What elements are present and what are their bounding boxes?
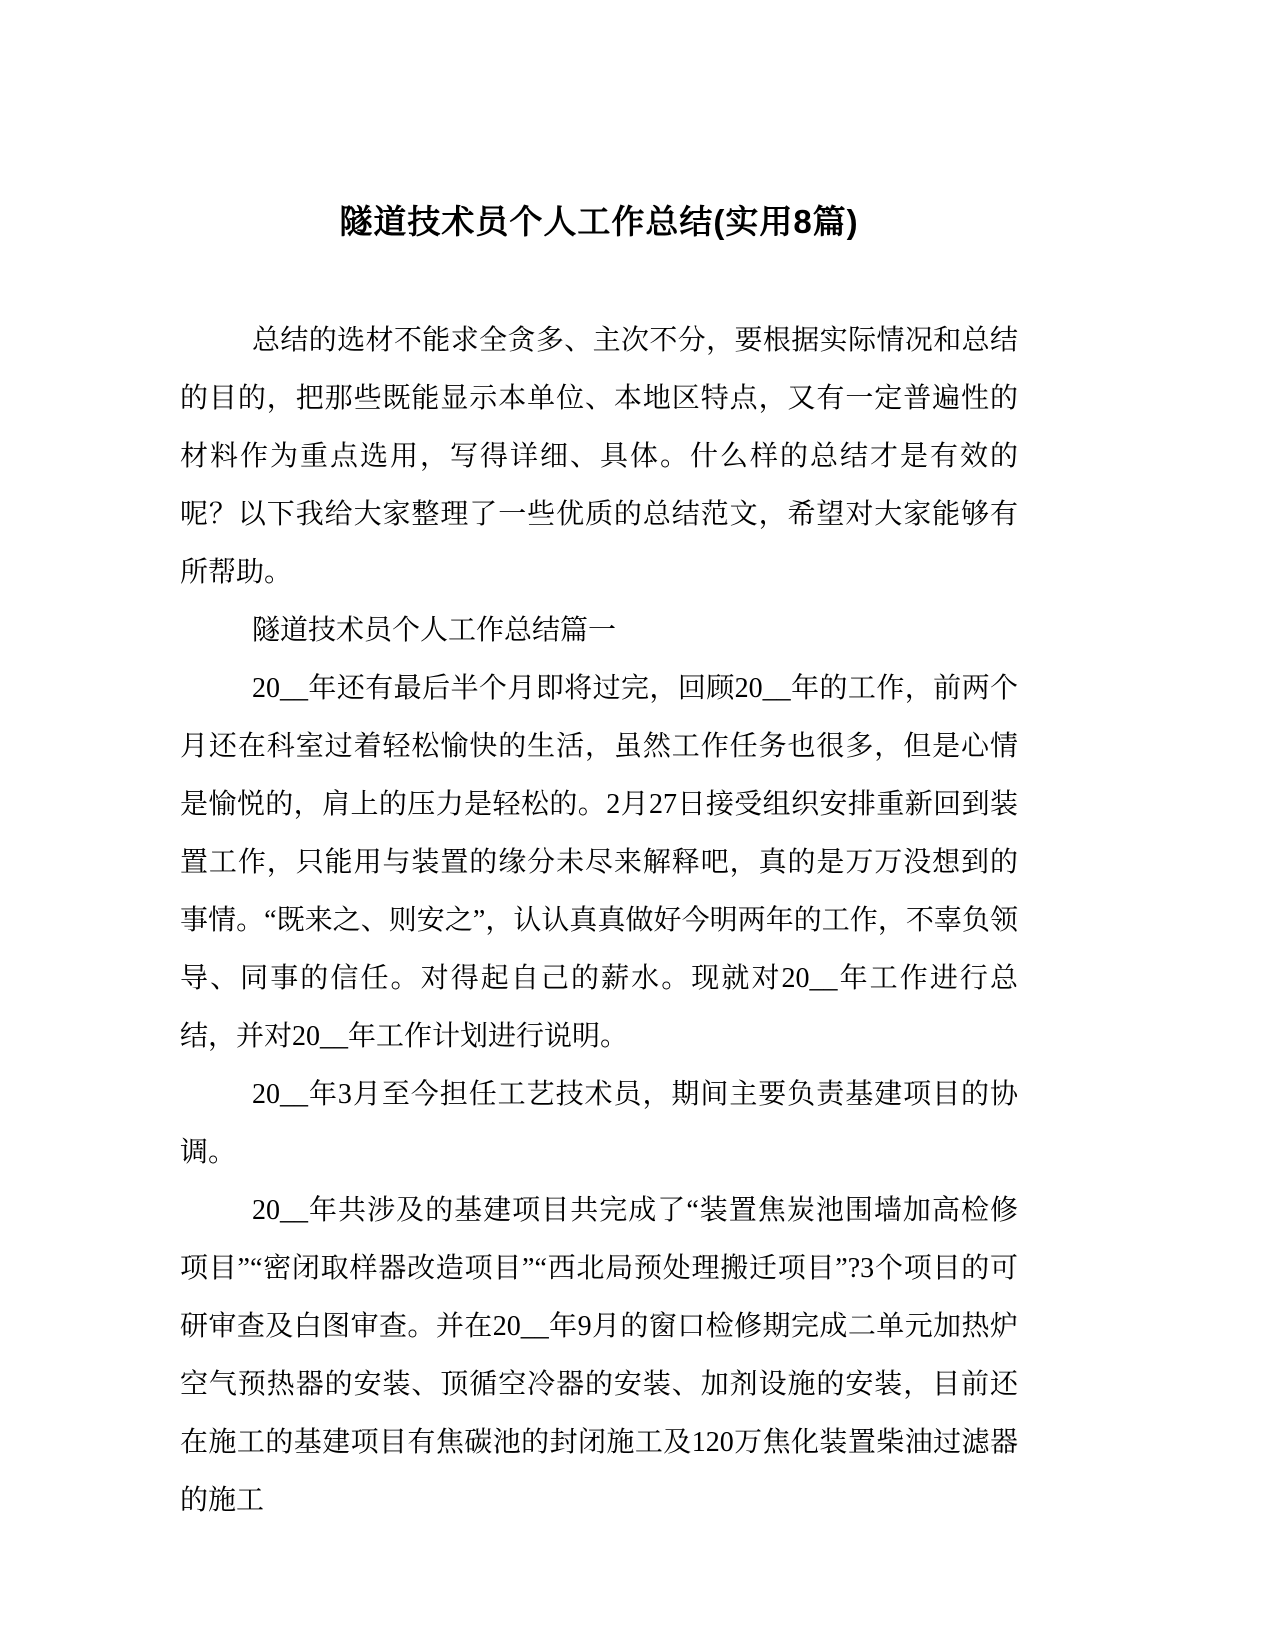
document-title: 隧道技术员个人工作总结(实用8篇) — [339, 203, 859, 240]
paragraph-body-3: 20__年共涉及的基建项目共完成了“装置焦炭池围墙加高检修项目”“密闭取样器改造项目”“西北局预处理搬迁项目”?3个项目的可研审查及白图审查。并在20__年9月的窗口检修期完成二单元加热炉空气预热器的安装、顶循空冷器的安装、加剂设施的安装，目前还在施工的基建项目有焦碳池的封闭施工及120万焦化装置柴油过滤器的施工 — [180, 1195, 1018, 1516]
paragraph-intro: 总结的选材不能求全贪多、主次不分，要根据实际情况和总结的目的，把那些既能显示本单位、本地区特点，又有一定普遍性的材料作为重点选用，写得详细、具体。什么样的总结才是有效的呢？以下我给大家整理了一些优质的总结范文，希望对大家能够有所帮助。 — [180, 325, 1018, 588]
paragraph-body-2: 20__年3月至今担任工艺技术员，期间主要负责基建项目的协调。 — [180, 1079, 1018, 1168]
paragraph-section-heading: 隧道技术员个人工作总结篇一 — [252, 615, 617, 646]
document-content — [180, 196, 1018, 1530]
paragraph-body-1: 20__年还有最后半个月即将过完，回顾20__年的工作，前两个月还在科室过着轻松愉快的生活，虽然工作任务也很多，但是心情是愉悦的，肩上的压力是轻松的。2月27日接受组织安排重新回到装置工作，只能用与装置的缘分未尽来解释吧，真的是万万没想到的事情。“既来之、则安之”，认认真真做好今明两年的工作，不辜负领导、同事的信任。对得起自己的薪水。现就对20__年工作进行总结，并对20__年工作计划进行说明。 — [180, 673, 1018, 1052]
